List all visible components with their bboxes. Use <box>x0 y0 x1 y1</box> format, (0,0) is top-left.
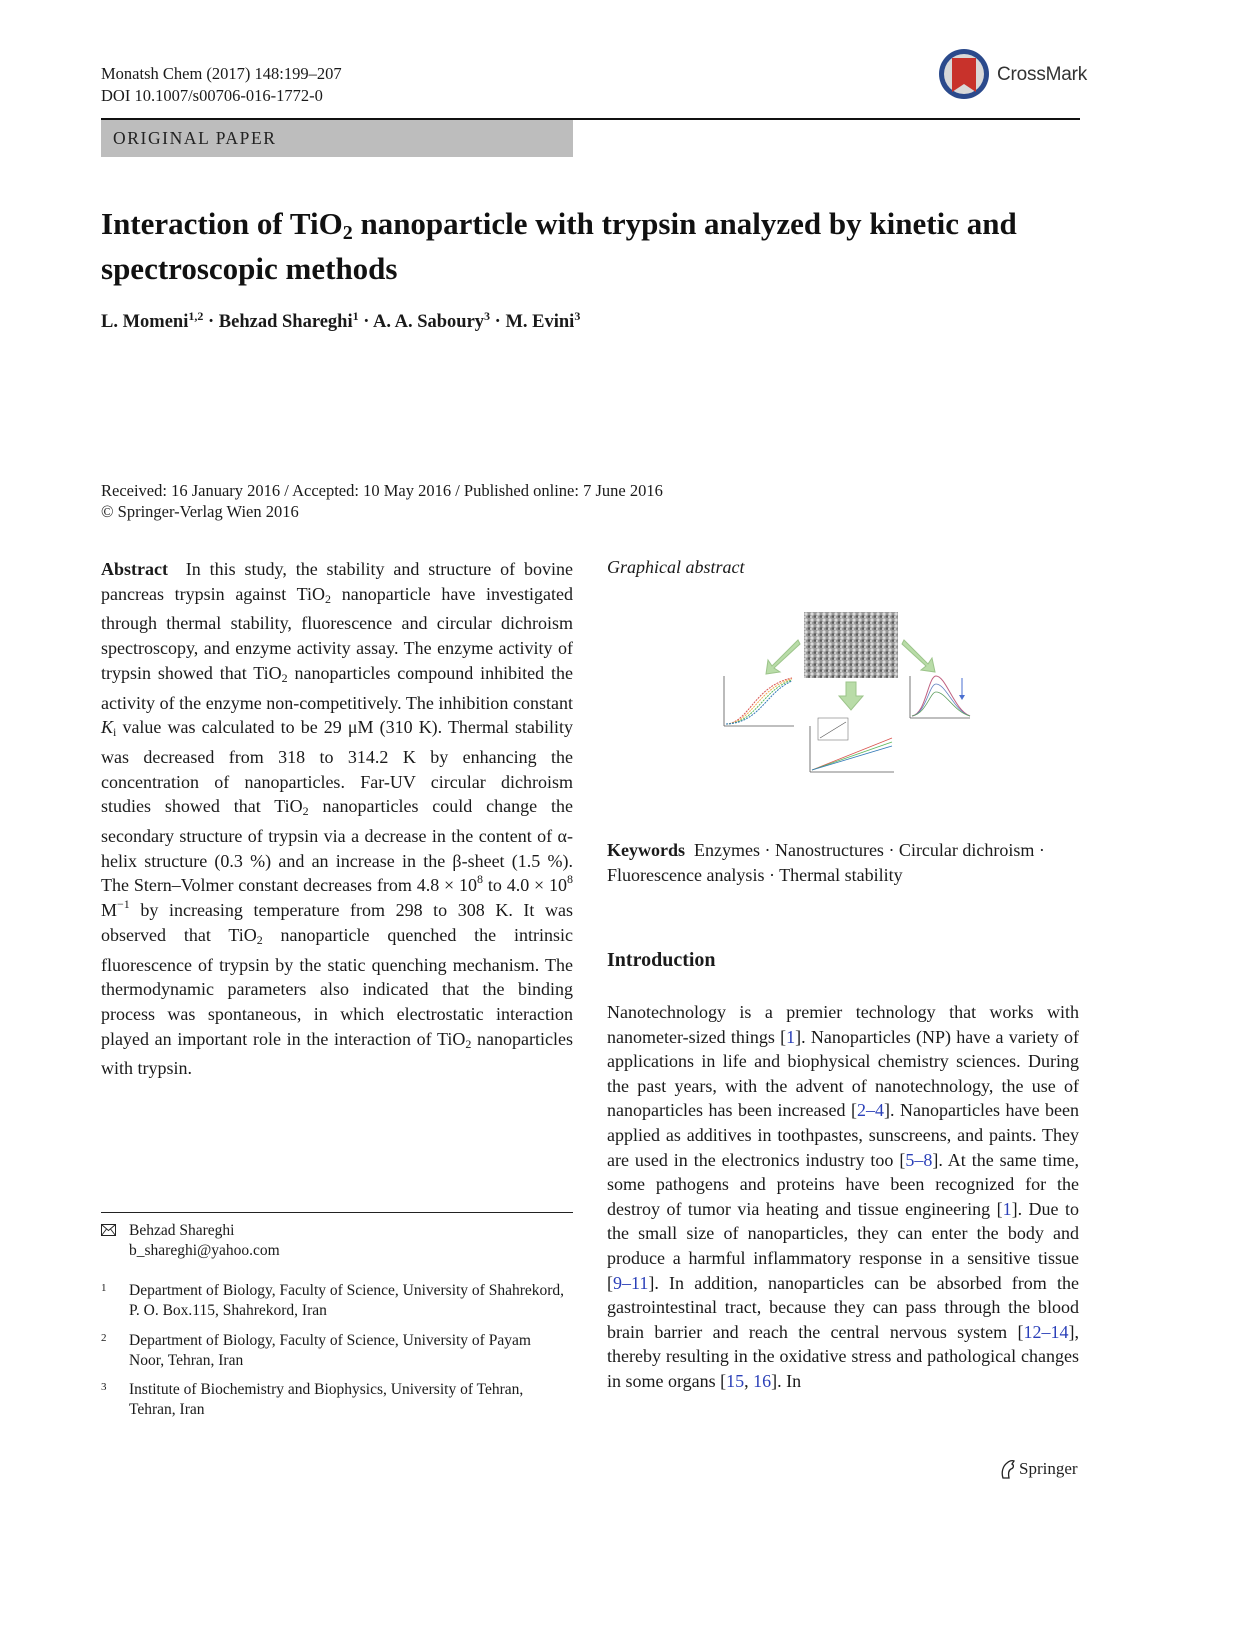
arrow-right-icon <box>902 640 935 672</box>
fluorescence-plot <box>910 676 970 718</box>
citation-link[interactable]: 15 <box>726 1370 745 1391</box>
doi-line: DOI 10.1007/s00706-016-1772-0 <box>101 86 323 105</box>
introduction-heading: Introduction <box>607 949 716 971</box>
crossmark-label: CrossMark <box>997 64 1088 85</box>
history-line: Received: 16 January 2016 / Accepted: 10 May 2016 / Published online: 7 June 2016 <box>101 481 663 500</box>
author-name: L. Momeni <box>101 312 189 332</box>
citation-link[interactable]: 2–4 <box>857 1100 884 1121</box>
envelope-icon <box>101 1224 116 1236</box>
thermal-stability-plot <box>724 676 794 726</box>
paper-type-banner <box>101 120 573 157</box>
citation-link[interactable]: 1 <box>1002 1198 1012 1219</box>
abstract-label: Abstract <box>101 559 168 579</box>
citation-link[interactable]: 9–11 <box>613 1272 649 1293</box>
correspondence-email[interactable]: b_shareghi@yahoo.com <box>129 1242 280 1259</box>
graphical-abstract-label: Graphical abstract <box>607 557 745 577</box>
introduction-text: Nanotechnology is a premier technology that works with nanometer-sized things [1]. Nanoparticles (NP) have a variety of applications in life and biophysical chemistry sciences. During the past years, with the advent of nanotechnology, the use of nanoparticles has been increased [2–4]. Nanoparticles have been applied as additives in toothpastes, sunscreens, and paints. They are used in the electronics industry too [5–8]. At the same time, some pathogens and proteins have been recognized for the destroy of tumor via heating and tissue engineering [1]. Due to the small size of nanoparticles, they can enter the body and produce a harmful inflammatory response in a sensitive tissue [9–11]. In addition, nanoparticles can be absorbed from the gastrointestinal tract, because they can pass through the blood brain barrier and reach the central nervous system [12–14], thereby resulting in the oxidative stress and pathological changes in some organs [15, 16]. In <box>607 1002 1080 1391</box>
crossmark-badge[interactable] <box>938 48 1088 104</box>
publisher-name: Springer <box>1019 1459 1078 1478</box>
paper-type-label: ORIGINAL PAPER <box>113 128 277 148</box>
journal-citation <box>101 63 342 107</box>
abstract: Abstract In this study, the stability and structure of bovine pancreas trypsin against TiO$_2$ nanoparticle have investigated through thermal stability, fluorescence and circular dichroism spectroscopy, and enzyme activity assay. The enzyme activity of trypsin showed that TiO$_2$ nanoparticles compound inhibited the activity of the enzyme non-competitively. The inhibition constant $K_i$ value was calculated to be 29 μM (310 K). Thermal stability was decreased from 318 to 314.2 K by enhancing the concentration of nanoparticles. Far-UV circular dichroism studies showed that TiO$_2$ nanoparticles could change the secondary structure of trypsin via a decrease in the content of α-helix structure (0.3 %) and an increase in the β-sheet (1.5 %). The Stern–Volmer constant decreases from $4.8 \times 10^8$ to $4.0 \times 10^8$ $M^{-1}$ by increasing temperature from 298 to 308 K. It was observed that TiO$_2$ nanoparticle quenched the intrinsic fluorescence of trypsin by the static quenching mechanism. The thermodynamic parameters also indicated that the binding process was spontaneous, in which electrostatic interaction played an important role in the interaction of TiO$_2$ nanoparticles with trypsin. <box>101 559 573 1079</box>
crossmark-icon <box>938 48 990 100</box>
graphical-abstract-figure <box>714 606 976 786</box>
correspondence-name: Behzad Shareghi <box>129 1222 235 1239</box>
keywords-label: Keywords <box>607 840 685 860</box>
springer-logo <box>997 1458 1081 1482</box>
journal-line: Monatsh Chem (2017) 148:199–207 <box>101 64 342 83</box>
author-name: A. A. Saboury <box>373 312 485 332</box>
citation-link[interactable]: 5–8 <box>905 1149 933 1170</box>
citation-link[interactable]: 1 <box>786 1026 796 1047</box>
kinetics-plot <box>810 718 894 772</box>
keywords-text: Enzymes · Nanostructures · Circular dichroism · Fluorescence analysis · Thermal stability <box>607 840 1045 885</box>
springer-horse-icon <box>997 1458 1017 1480</box>
copyright-line: © Springer-Verlag Wien 2016 <box>101 501 299 521</box>
author-list: L. Momeni$^{1,2}$ · Behzad Shareghi$^1$ · A. A. Saboury$^3$ · M. Evini$^3$ <box>101 309 581 332</box>
arrow-left-icon <box>766 640 800 674</box>
keywords <box>607 838 1081 887</box>
publication-dates <box>101 481 663 522</box>
author-name: M. Evini <box>505 312 575 332</box>
citation-link[interactable]: 16 <box>753 1370 772 1391</box>
sem-micrograph <box>804 612 898 678</box>
author-name[interactable]: Behzad Shareghi <box>218 312 353 332</box>
paper-title: Interaction of TiO$_2$ nanoparticle with trypsin analyzed by kinetic and spectroscopic methods <box>101 206 1017 286</box>
citation-link[interactable]: 12–14 <box>1023 1321 1069 1342</box>
arrow-down-icon <box>839 682 863 710</box>
footnote-rule <box>101 1212 573 1213</box>
